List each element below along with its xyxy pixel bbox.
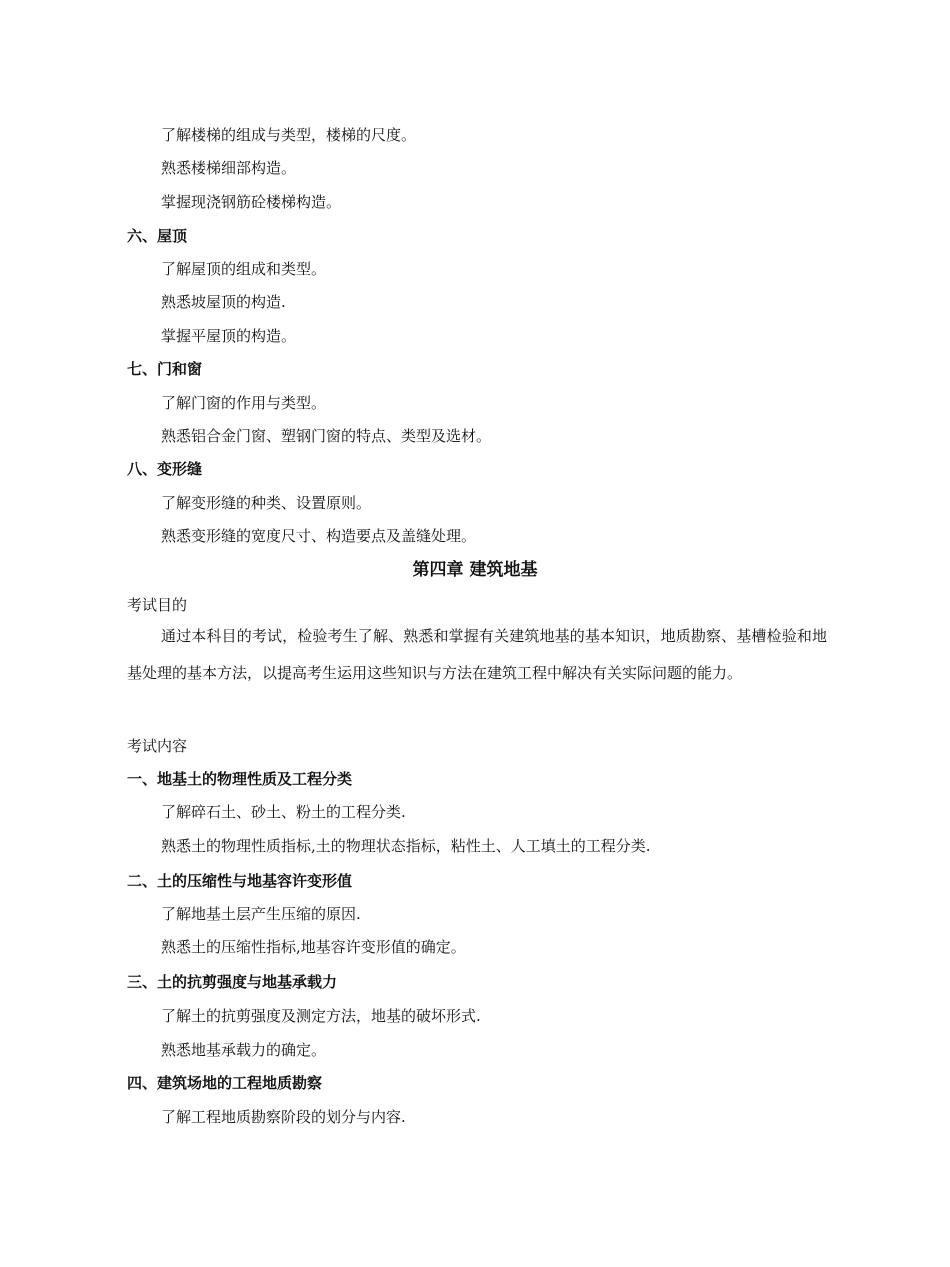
- joints-item-2: 熟悉变形缝的宽度尺寸、构造要点及盖缝处理。: [161, 527, 477, 545]
- compressibility-item-1: 了解地基土层产生压缩的原因.: [161, 905, 361, 923]
- section-heading-site-survey: 四、建筑场地的工程地质勘察: [127, 1074, 323, 1092]
- doors-item-2: 熟悉铝合金门窗、塑钢门窗的特点、类型及选材。: [161, 427, 492, 445]
- stair-item-3: 掌握现浇钢筋砼楼梯构造。: [161, 193, 342, 211]
- doors-item-1: 了解门窗的作用与类型。: [161, 394, 327, 412]
- shear-strength-item-1: 了解土的抗剪强度及测定方法，地基的破坏形式.: [161, 1007, 481, 1025]
- site-survey-item-1: 了解工程地质勘察阶段的划分与内容.: [161, 1108, 406, 1126]
- stair-item-2: 熟悉楼梯细部构造。: [161, 159, 297, 177]
- section-heading-compressibility: 二、土的压缩性与地基容许变形值: [127, 872, 353, 890]
- roof-item-1: 了解屋顶的组成和类型。: [161, 260, 327, 278]
- objective-paragraph: 通过本科目的考试，检验考生了解、熟悉和掌握有关建筑地基的基本知识，地质勘察、基槽检验和地基处理的基本方法，以提高考生运用这些知识与方法在建筑工程中解决有关实际问题的能力。: [127, 627, 827, 682]
- section-heading-joints: 八、变形缝: [127, 460, 203, 478]
- stair-item-1: 了解楼梯的组成与类型，楼梯的尺度。: [161, 126, 417, 144]
- section-heading-doors: 七、门和窗: [127, 360, 203, 378]
- shear-strength-item-2: 熟悉地基承载力的确定。: [161, 1041, 327, 1059]
- section-heading-shear-strength: 三、土的抗剪强度与地基承载力: [127, 973, 338, 991]
- chapter-title: 第四章 建筑地基: [412, 560, 538, 580]
- soil-properties-item-2: 熟悉土的物理性质指标,土的物理状态指标，粘性土、人工填土的工程分类.: [161, 837, 651, 855]
- objective-label: 考试目的: [127, 596, 188, 614]
- soil-properties-item-1: 了解碎石土、砂土、粉土的工程分类.: [161, 803, 406, 821]
- roof-item-3: 掌握平屋顶的构造。: [161, 327, 297, 345]
- section-heading-soil-properties: 一、地基土的物理性质及工程分类: [127, 770, 353, 788]
- compressibility-item-2: 熟悉土的压缩性指标,地基容许变形值的确定。: [161, 938, 466, 956]
- content-label: 考试内容: [127, 737, 188, 755]
- section-heading-roof: 六、屋顶: [127, 227, 188, 245]
- joints-item-1: 了解变形缝的种类、设置原则。: [161, 494, 372, 512]
- roof-item-2: 熟悉坡屋顶的构造.: [161, 293, 286, 311]
